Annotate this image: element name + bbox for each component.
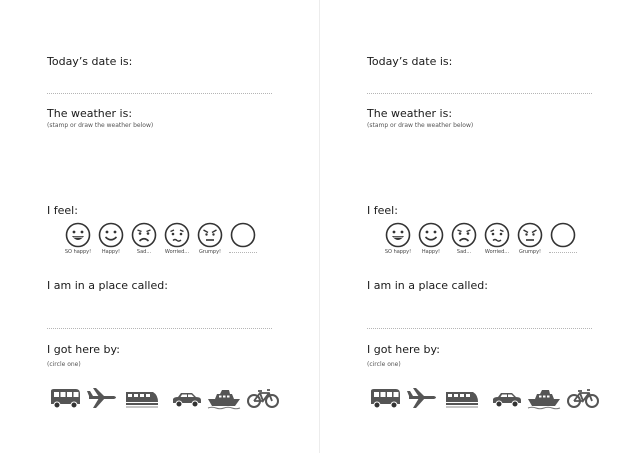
grumpy-face-icon	[517, 222, 543, 248]
bicycle-icon[interactable]	[247, 386, 279, 410]
blank-face-circle	[230, 222, 256, 248]
transport-label: I got here by:	[47, 343, 120, 356]
mood-caption: Sad...	[456, 249, 472, 255]
date-label: Today’s date is:	[367, 55, 453, 68]
weather-label: The weather is:	[47, 107, 133, 120]
weather-hint: (stamp or draw the weather below)	[47, 122, 154, 129]
boat-icon[interactable]	[527, 386, 561, 410]
airplane-icon[interactable]	[87, 386, 119, 410]
mood-caption: Sad...	[136, 249, 152, 255]
place-label: I am in a place called:	[367, 279, 488, 292]
train-icon[interactable]	[445, 386, 479, 410]
mood-grumpy[interactable]	[195, 222, 225, 255]
grinning-face-icon	[65, 222, 91, 248]
blank-face-circle	[550, 222, 576, 248]
grinning-face-icon	[385, 222, 411, 248]
mood-blank[interactable]	[548, 222, 578, 253]
mood-so-happy[interactable]	[63, 222, 93, 255]
mood-caption: SO happy!	[384, 249, 412, 255]
mood-caption: Grumpy!	[518, 249, 542, 255]
place-label: I am in a place called:	[47, 279, 168, 292]
date-label: Today’s date is:	[47, 55, 133, 68]
place-write-line[interactable]	[367, 328, 592, 329]
mood-caption: Happy!	[101, 249, 121, 255]
mood-caption: Worried...	[484, 249, 510, 255]
mood-caption: Worried...	[164, 249, 190, 255]
mood-blank-line[interactable]	[229, 252, 257, 253]
mood-so-happy[interactable]	[383, 222, 413, 255]
transport-options	[369, 386, 609, 416]
weather-drawing-area[interactable]	[47, 132, 272, 194]
journal-page-right	[320, 0, 640, 453]
mood-blank[interactable]	[228, 222, 258, 253]
weather-label: The weather is:	[367, 107, 453, 120]
car-icon[interactable]	[171, 386, 203, 410]
transport-options	[49, 386, 289, 416]
journal-sheet	[47, 0, 287, 453]
train-icon[interactable]	[125, 386, 159, 410]
bus-icon[interactable]	[369, 386, 401, 410]
date-write-line[interactable]	[367, 93, 592, 94]
transport-hint: (circle one)	[367, 361, 401, 368]
mood-worried[interactable]	[482, 222, 512, 255]
mood-caption: SO happy!	[64, 249, 92, 255]
mood-happy[interactable]	[96, 222, 126, 255]
weather-hint: (stamp or draw the weather below)	[367, 122, 474, 129]
car-icon[interactable]	[491, 386, 523, 410]
place-write-line[interactable]	[47, 328, 272, 329]
mood-sad[interactable]	[449, 222, 479, 255]
transport-hint: (circle one)	[47, 361, 81, 368]
sad-face-icon	[131, 222, 157, 248]
mood-grumpy[interactable]	[515, 222, 545, 255]
date-write-line[interactable]	[47, 93, 272, 94]
worried-face-icon	[164, 222, 190, 248]
journal-sheet	[367, 0, 607, 453]
transport-label: I got here by:	[367, 343, 440, 356]
feel-label: I feel:	[367, 204, 398, 217]
mood-sad[interactable]	[129, 222, 159, 255]
bicycle-icon[interactable]	[567, 386, 599, 410]
worried-face-icon	[484, 222, 510, 248]
mood-blank-line[interactable]	[549, 252, 577, 253]
bus-icon[interactable]	[49, 386, 81, 410]
weather-drawing-area[interactable]	[367, 132, 592, 194]
grumpy-face-icon	[197, 222, 223, 248]
boat-icon[interactable]	[207, 386, 241, 410]
mood-faces	[63, 222, 283, 262]
smiling-face-icon	[418, 222, 444, 248]
sad-face-icon	[451, 222, 477, 248]
feel-label: I feel:	[47, 204, 78, 217]
mood-faces	[383, 222, 603, 262]
mood-worried[interactable]	[162, 222, 192, 255]
smiling-face-icon	[98, 222, 124, 248]
mood-caption: Happy!	[421, 249, 441, 255]
airplane-icon[interactable]	[407, 386, 439, 410]
mood-caption: Grumpy!	[198, 249, 222, 255]
mood-happy[interactable]	[416, 222, 446, 255]
